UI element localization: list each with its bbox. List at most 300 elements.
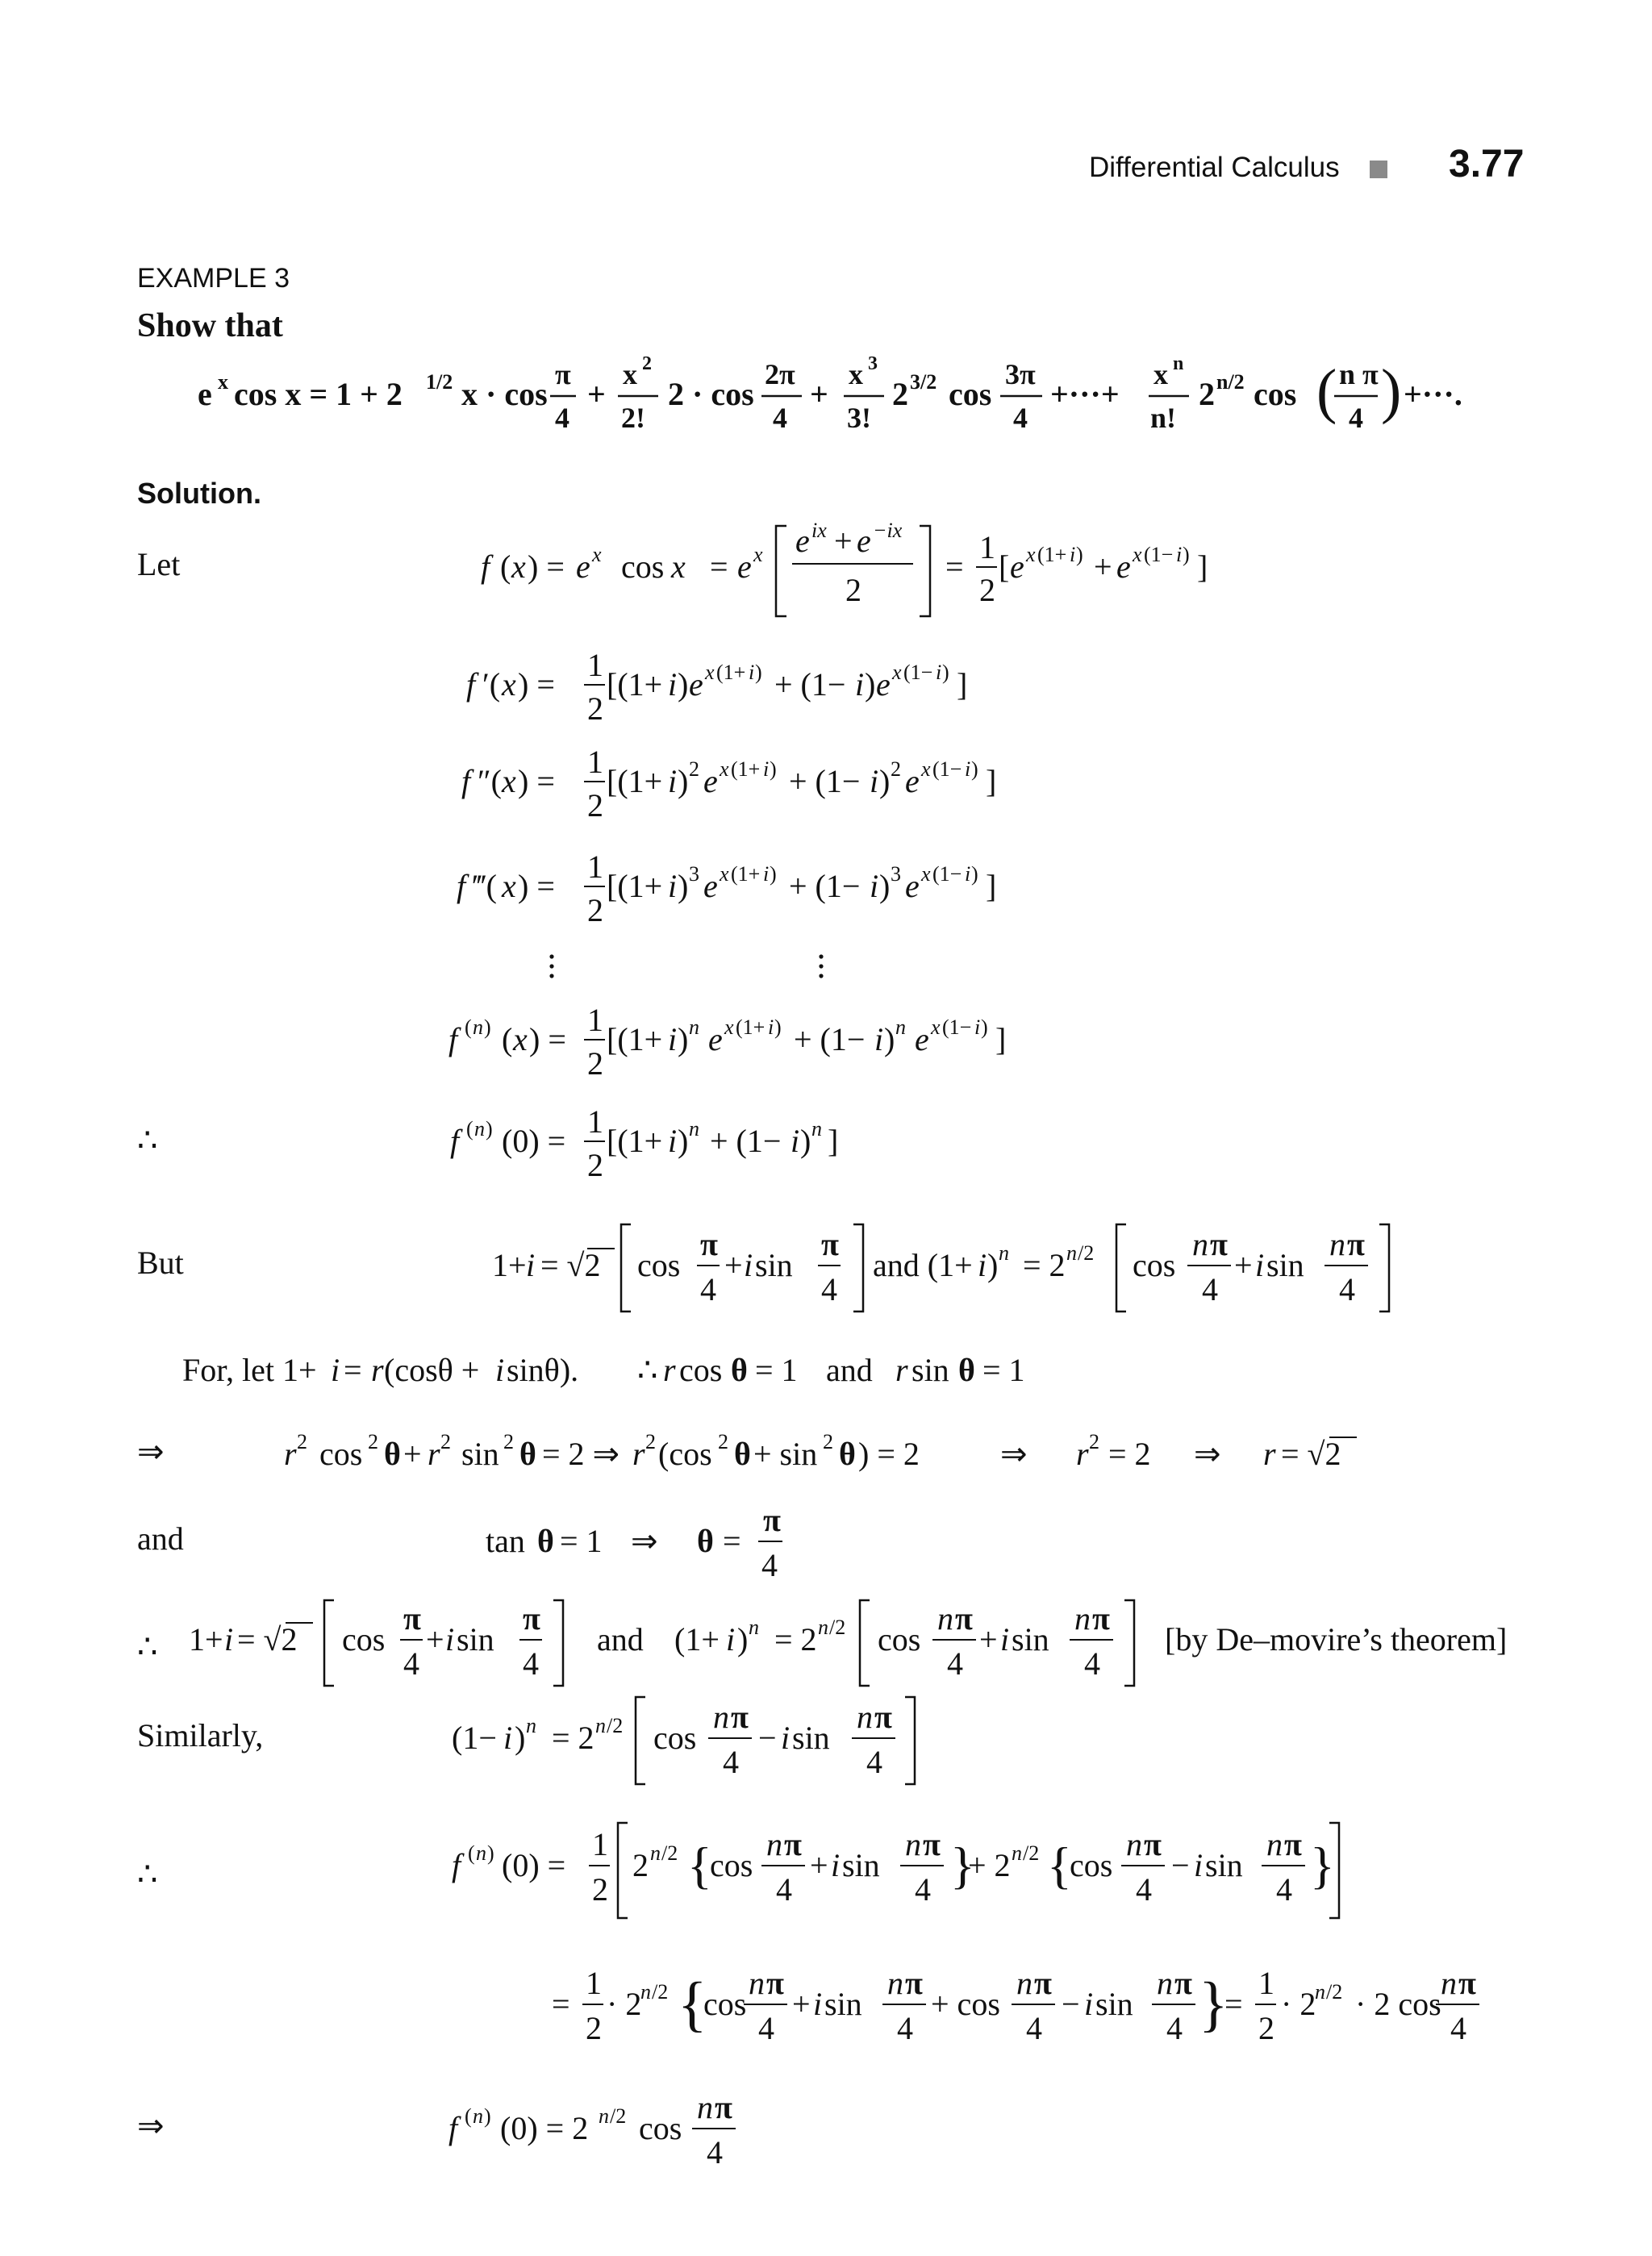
svg-text:(0) =: (0) = bbox=[502, 1123, 566, 1159]
svg-text:f: f bbox=[450, 1123, 460, 1159]
svg-text:i: i bbox=[495, 1352, 505, 1388]
svg-text:3!: 3! bbox=[847, 402, 871, 434]
svg-text:(1+: (1+ bbox=[736, 1015, 766, 1039]
svg-text:sin: sin bbox=[461, 1436, 499, 1472]
svg-text:+ (1−: + (1− bbox=[794, 1021, 866, 1057]
svg-text:n: n bbox=[811, 1117, 822, 1141]
svg-text:n: n bbox=[697, 2089, 713, 2125]
svg-text:i: i bbox=[726, 1621, 736, 1658]
svg-text:3/2: 3/2 bbox=[910, 370, 937, 394]
svg-text:+···.: +···. bbox=[1404, 376, 1462, 412]
svg-text:{: { bbox=[687, 1837, 712, 1894]
svg-text:r: r bbox=[632, 1436, 645, 1472]
svg-text:=: = bbox=[710, 548, 728, 585]
svg-text:r: r bbox=[895, 1352, 908, 1388]
svg-text:): ) bbox=[755, 661, 762, 684]
svg-text:n: n bbox=[713, 1699, 729, 1735]
svg-text:π: π bbox=[1458, 1965, 1476, 2001]
svg-text:cos: cos bbox=[1133, 1247, 1176, 1283]
svg-text:2: 2 bbox=[297, 1430, 307, 1453]
svg-text:+: + bbox=[1234, 1247, 1253, 1283]
svg-text:i: i bbox=[781, 1720, 791, 1756]
svg-text:e: e bbox=[703, 868, 718, 904]
svg-text:⇒: ⇒ bbox=[1194, 1436, 1221, 1472]
page-number: 3.77 bbox=[1449, 143, 1525, 186]
svg-text:n: n bbox=[526, 1714, 536, 1737]
svg-text:i: i bbox=[1084, 1986, 1094, 2022]
svg-text:4: 4 bbox=[1166, 2010, 1183, 2046]
svg-text:i: i bbox=[965, 757, 971, 781]
svg-text:x · cos: x · cos bbox=[461, 376, 548, 412]
svg-text:): ) bbox=[678, 868, 689, 904]
equation-result bbox=[448, 2089, 736, 2171]
svg-text:−ix: −ix bbox=[873, 519, 903, 542]
svg-text:(1−: (1− bbox=[932, 862, 962, 886]
svg-text:/2: /2 bbox=[652, 1980, 669, 2004]
svg-text:4: 4 bbox=[761, 1547, 778, 1583]
svg-text:i: i bbox=[870, 763, 879, 799]
svg-text:f: f bbox=[457, 868, 466, 904]
svg-text:): ) bbox=[770, 757, 777, 781]
svg-text:/2: /2 bbox=[607, 1714, 624, 1737]
svg-text:2: 2 bbox=[845, 572, 861, 608]
svg-text:): ) bbox=[942, 661, 949, 684]
svg-text:4: 4 bbox=[723, 1744, 739, 1780]
svg-text:+: + bbox=[810, 376, 828, 412]
svg-text:cos: cos bbox=[949, 376, 992, 412]
svg-text:i: i bbox=[668, 666, 678, 703]
svg-text:1/2: 1/2 bbox=[426, 370, 453, 394]
svg-text:θ: θ bbox=[519, 1436, 536, 1472]
svg-text:π: π bbox=[923, 1826, 941, 1862]
svg-text:4: 4 bbox=[821, 1271, 837, 1307]
svg-text:(1−: (1− bbox=[452, 1720, 497, 1756]
svg-text:x: x bbox=[502, 868, 516, 904]
svg-text:For, let 1+: For, let 1+ bbox=[182, 1352, 317, 1388]
svg-text:i: i bbox=[668, 763, 678, 799]
svg-text:r: r bbox=[1076, 1436, 1089, 1472]
svg-text:‴(: ‴( bbox=[473, 868, 497, 904]
svg-text:1: 1 bbox=[586, 1965, 602, 2001]
svg-text:2!: 2! bbox=[621, 402, 645, 434]
svg-text:+ (1−: + (1− bbox=[774, 666, 846, 703]
svg-text:): ) bbox=[515, 1720, 526, 1756]
svg-text:3: 3 bbox=[868, 353, 878, 374]
svg-text:/2: /2 bbox=[1078, 1241, 1095, 1265]
svg-text:cos: cos bbox=[1070, 1847, 1113, 1883]
svg-text:= √2: = √2 bbox=[1281, 1436, 1341, 1472]
svg-text:1: 1 bbox=[587, 849, 603, 885]
svg-text:/2: /2 bbox=[661, 1841, 678, 1865]
svg-text:(1−: (1− bbox=[932, 757, 962, 781]
svg-text:n: n bbox=[1266, 1826, 1283, 1862]
svg-text:sin: sin bbox=[457, 1621, 494, 1658]
svg-text:x: x bbox=[931, 1015, 941, 1039]
svg-text:) =: ) = bbox=[518, 868, 555, 904]
svg-text:π: π bbox=[1347, 1226, 1365, 1262]
svg-text:cos: cos bbox=[621, 548, 665, 585]
svg-text:): ) bbox=[486, 1117, 493, 1141]
svg-text:″(: ″( bbox=[478, 763, 502, 799]
svg-text:i: i bbox=[813, 1986, 823, 2022]
svg-text:]: ] bbox=[986, 868, 997, 904]
equation-therefore-demoivre bbox=[189, 1600, 1134, 1686]
svg-text:3π: 3π bbox=[1005, 358, 1036, 390]
svg-text:) =: ) = bbox=[518, 763, 555, 799]
svg-text:]: ] bbox=[828, 1123, 839, 1159]
svg-text:x: x bbox=[921, 757, 931, 781]
svg-text:(: ( bbox=[500, 548, 511, 585]
example-statement: Show that bbox=[137, 307, 283, 344]
svg-text:) =: ) = bbox=[528, 548, 565, 585]
svg-text:i: i bbox=[763, 757, 770, 781]
example-series-equation bbox=[198, 353, 1462, 434]
svg-text:n: n bbox=[1329, 1226, 1345, 1262]
svg-text:=: = bbox=[1224, 1986, 1243, 2022]
svg-text:(1−: (1− bbox=[903, 661, 933, 684]
svg-text:+ (1−: + (1− bbox=[789, 763, 861, 799]
svg-text:n: n bbox=[1126, 1826, 1142, 1862]
svg-text:[(1+: [(1+ bbox=[607, 868, 663, 904]
svg-text:{: { bbox=[678, 1970, 707, 2038]
svg-text:n: n bbox=[937, 1600, 953, 1637]
svg-text:1+: 1+ bbox=[492, 1247, 527, 1283]
svg-text:2: 2 bbox=[642, 353, 652, 374]
svg-text:=: = bbox=[723, 1523, 741, 1559]
svg-text:e: e bbox=[905, 868, 920, 904]
svg-text:/2: /2 bbox=[1023, 1841, 1040, 1865]
svg-text:e: e bbox=[576, 548, 590, 585]
svg-text:−: − bbox=[758, 1720, 777, 1756]
svg-text:]: ] bbox=[1197, 548, 1208, 585]
svg-text:n: n bbox=[895, 1015, 906, 1039]
svg-text:π: π bbox=[1144, 1826, 1162, 1862]
svg-text:1: 1 bbox=[587, 744, 603, 780]
svg-text:cos: cos bbox=[703, 1986, 747, 2022]
svg-text:r: r bbox=[371, 1352, 384, 1388]
label-therefore-2: ∴ bbox=[137, 1628, 158, 1665]
svg-text:2: 2 bbox=[587, 1147, 603, 1183]
svg-text:]: ] bbox=[986, 763, 997, 799]
equation-similarly bbox=[452, 1697, 915, 1784]
svg-text:x: x bbox=[1133, 543, 1142, 566]
svg-text:[(1+: [(1+ bbox=[607, 666, 663, 703]
svg-text:f: f bbox=[452, 1847, 461, 1883]
svg-text:π: π bbox=[955, 1600, 973, 1637]
svg-text:): ) bbox=[879, 868, 891, 904]
svg-text:i: i bbox=[763, 862, 770, 886]
svg-text:π: π bbox=[821, 1226, 839, 1262]
svg-text:4: 4 bbox=[1136, 1871, 1152, 1908]
svg-text:π: π bbox=[766, 1965, 784, 2001]
svg-text:4: 4 bbox=[1013, 402, 1028, 434]
equation-fn-x bbox=[448, 1002, 1006, 1082]
svg-text:π: π bbox=[905, 1965, 923, 2001]
svg-text:∴: ∴ bbox=[637, 1352, 658, 1388]
svg-text:(: ( bbox=[502, 1021, 513, 1057]
svg-text:/2: /2 bbox=[829, 1616, 846, 1639]
svg-text:i: i bbox=[974, 1015, 981, 1039]
svg-text:(1−: (1− bbox=[942, 1015, 972, 1039]
svg-text:4: 4 bbox=[866, 1744, 882, 1780]
svg-text:θ: θ bbox=[839, 1436, 856, 1472]
svg-text:π: π bbox=[784, 1826, 802, 1862]
svg-text:2: 2 bbox=[718, 1430, 728, 1453]
svg-text:= 1: = 1 bbox=[560, 1523, 603, 1559]
svg-text:): ) bbox=[865, 666, 876, 703]
svg-text:n: n bbox=[749, 1965, 765, 2001]
example-label: EXAMPLE 3 bbox=[137, 263, 290, 294]
svg-text:): ) bbox=[678, 763, 689, 799]
svg-text:2: 2 bbox=[440, 1430, 451, 1453]
svg-text:]: ] bbox=[995, 1021, 1007, 1057]
svg-text:1+: 1+ bbox=[189, 1621, 223, 1658]
svg-text:e: e bbox=[857, 523, 871, 559]
svg-text:x: x bbox=[921, 862, 931, 886]
svg-text:sinθ).: sinθ). bbox=[507, 1352, 579, 1388]
svg-text:4: 4 bbox=[897, 2010, 913, 2046]
svg-text:x: x bbox=[513, 1021, 528, 1057]
svg-text:=: = bbox=[945, 548, 964, 585]
svg-text:x: x bbox=[1153, 358, 1168, 390]
svg-text:= 2: = 2 bbox=[774, 1621, 817, 1658]
svg-text:i: i bbox=[445, 1621, 455, 1658]
equation-f bbox=[481, 519, 1208, 616]
svg-text:e: e bbox=[708, 1021, 723, 1057]
svg-text:(cos: (cos bbox=[658, 1436, 712, 1472]
svg-text:i: i bbox=[874, 1021, 884, 1057]
label-therefore-3: ∴ bbox=[137, 1856, 158, 1892]
svg-text:cos: cos bbox=[653, 1720, 697, 1756]
svg-text:(: ( bbox=[468, 1841, 475, 1865]
svg-text:sin: sin bbox=[755, 1247, 793, 1283]
svg-text:n!: n! bbox=[1150, 402, 1177, 434]
svg-text:x: x bbox=[724, 1015, 734, 1039]
svg-text:π: π bbox=[731, 1699, 749, 1735]
svg-text:cos: cos bbox=[342, 1621, 386, 1658]
svg-text:2: 2 bbox=[503, 1430, 514, 1453]
svg-text:i: i bbox=[768, 1015, 774, 1039]
svg-text:2: 2 bbox=[587, 892, 603, 928]
svg-text:2: 2 bbox=[645, 1430, 656, 1453]
equation-for-let bbox=[182, 1352, 1025, 1388]
svg-text:sin: sin bbox=[1095, 1986, 1133, 2022]
svg-text:/2: /2 bbox=[610, 2104, 627, 2128]
svg-text:π: π bbox=[523, 1600, 540, 1637]
svg-text:f: f bbox=[466, 666, 476, 703]
svg-text:+: + bbox=[792, 1986, 811, 2022]
svg-text:π: π bbox=[1034, 1965, 1052, 2001]
svg-text:i: i bbox=[1176, 543, 1183, 566]
equation-simplify bbox=[552, 1965, 1479, 2046]
svg-text:i: i bbox=[965, 862, 971, 886]
svg-text:1: 1 bbox=[587, 1002, 603, 1038]
svg-text:4: 4 bbox=[1026, 2010, 1042, 2046]
svg-text:+: + bbox=[979, 1621, 998, 1658]
svg-text:· 2 cos: · 2 cos bbox=[1355, 1986, 1441, 2022]
svg-text:θ: θ bbox=[958, 1352, 975, 1388]
svg-text:): ) bbox=[678, 666, 689, 703]
svg-text:1: 1 bbox=[1258, 1965, 1274, 2001]
svg-text:θ: θ bbox=[537, 1523, 554, 1559]
svg-text:x: x bbox=[753, 543, 763, 566]
svg-text:x: x bbox=[592, 543, 602, 566]
svg-text:): ) bbox=[487, 1841, 494, 1865]
svg-text:r: r bbox=[663, 1352, 676, 1388]
svg-text:f: f bbox=[448, 1021, 458, 1057]
svg-text:+: + bbox=[810, 1847, 828, 1883]
svg-text:(0) =: (0) = bbox=[502, 1847, 566, 1883]
svg-text:i: i bbox=[526, 1247, 536, 1283]
svg-text:2 · cos: 2 · cos bbox=[668, 376, 754, 412]
svg-text:n: n bbox=[999, 1241, 1009, 1265]
svg-text:2π: 2π bbox=[765, 358, 795, 390]
svg-text:i: i bbox=[936, 661, 942, 684]
svg-text:e: e bbox=[703, 763, 718, 799]
svg-text:f: f bbox=[448, 2110, 458, 2146]
svg-text:}: } bbox=[950, 1837, 975, 1894]
svg-text:= 1: = 1 bbox=[982, 1352, 1025, 1388]
svg-text:2: 2 bbox=[587, 787, 603, 824]
svg-text:x: x bbox=[502, 666, 516, 703]
svg-text:⇒: ⇒ bbox=[631, 1523, 658, 1559]
svg-text:ix: ix bbox=[811, 519, 827, 542]
label-similarly: Similarly, bbox=[137, 1717, 264, 1754]
svg-text:sin: sin bbox=[1266, 1247, 1304, 1283]
svg-text:2: 2 bbox=[1089, 1430, 1099, 1453]
svg-text:(1+: (1+ bbox=[731, 757, 761, 781]
svg-text:i: i bbox=[331, 1352, 340, 1388]
svg-text:x: x bbox=[1026, 543, 1036, 566]
svg-text:n: n bbox=[887, 1965, 903, 2001]
svg-text:1: 1 bbox=[587, 647, 603, 683]
svg-text:e: e bbox=[1010, 548, 1024, 585]
equation-f-triple-prime bbox=[457, 849, 996, 928]
svg-text:): ) bbox=[981, 1015, 988, 1039]
svg-text:i: i bbox=[224, 1621, 234, 1658]
svg-text:i: i bbox=[744, 1247, 753, 1283]
svg-text:(0) = 2: (0) = 2 bbox=[500, 2110, 589, 2146]
svg-text:4: 4 bbox=[776, 1871, 792, 1908]
svg-text:(1+: (1+ bbox=[1037, 543, 1067, 566]
svg-text:x: x bbox=[671, 548, 686, 585]
svg-text:): ) bbox=[800, 1123, 811, 1159]
svg-text:n: n bbox=[1066, 1241, 1077, 1265]
svg-text:n: n bbox=[689, 1117, 699, 1141]
svg-text:π: π bbox=[874, 1699, 892, 1735]
svg-text:4: 4 bbox=[700, 1271, 716, 1307]
label-implies-2: ⇒ bbox=[137, 2108, 165, 2144]
svg-text:i: i bbox=[831, 1847, 841, 1883]
svg-text:[: [ bbox=[999, 548, 1010, 585]
equation-but bbox=[492, 1224, 1389, 1311]
svg-text:cos: cos bbox=[710, 1847, 753, 1883]
svg-text:n π: n π bbox=[1339, 358, 1379, 390]
svg-text:π: π bbox=[1284, 1826, 1302, 1862]
svg-text:n: n bbox=[749, 1616, 759, 1639]
svg-text:4: 4 bbox=[947, 1645, 963, 1682]
svg-text:cos: cos bbox=[679, 1352, 723, 1388]
svg-text:+: + bbox=[834, 523, 853, 559]
svg-text:sin: sin bbox=[792, 1720, 830, 1756]
svg-text:4: 4 bbox=[523, 1645, 539, 1682]
svg-text:2: 2 bbox=[1199, 376, 1215, 412]
svg-text:i: i bbox=[668, 1021, 678, 1057]
label-implies-1: ⇒ bbox=[137, 1433, 165, 1470]
svg-text:): ) bbox=[884, 1021, 895, 1057]
svg-text:+: + bbox=[1094, 548, 1112, 585]
svg-text:i: i bbox=[791, 1123, 800, 1159]
svg-text:): ) bbox=[678, 1021, 689, 1057]
svg-text:): ) bbox=[879, 763, 891, 799]
svg-text:cos: cos bbox=[639, 2110, 682, 2146]
svg-text:2: 2 bbox=[592, 1871, 608, 1908]
svg-text:= 2: = 2 bbox=[552, 1720, 594, 1756]
svg-text:e: e bbox=[1116, 548, 1131, 585]
svg-text:π: π bbox=[1092, 1600, 1110, 1637]
svg-text:(: ( bbox=[465, 2104, 472, 2128]
svg-text:): ) bbox=[971, 862, 978, 886]
svg-text:(: ( bbox=[466, 1117, 473, 1141]
svg-text:3: 3 bbox=[689, 862, 699, 886]
svg-text:3: 3 bbox=[891, 862, 901, 886]
svg-text:⇒: ⇒ bbox=[1000, 1436, 1028, 1472]
solution-label: Solution. bbox=[137, 477, 261, 510]
svg-text:n: n bbox=[1315, 1980, 1325, 2004]
svg-text:(1+: (1+ bbox=[716, 661, 746, 684]
svg-text:(: ( bbox=[465, 1015, 472, 1039]
svg-text:+: + bbox=[587, 376, 606, 412]
svg-text:): ) bbox=[971, 757, 978, 781]
svg-text:): ) bbox=[484, 2104, 491, 2128]
svg-text:sin: sin bbox=[824, 1986, 862, 2022]
svg-text:+ (1−: + (1− bbox=[789, 868, 861, 904]
svg-text:) =: ) = bbox=[529, 1021, 566, 1057]
svg-text:=: = bbox=[552, 1986, 570, 2022]
svg-text:π: π bbox=[1210, 1226, 1228, 1262]
svg-text:n: n bbox=[474, 1117, 485, 1141]
svg-text:r: r bbox=[428, 1436, 440, 1472]
label-but: But bbox=[137, 1245, 184, 1281]
svg-text:n: n bbox=[650, 1841, 661, 1865]
svg-text:i: i bbox=[855, 666, 865, 703]
svg-text:]: ] bbox=[957, 666, 968, 703]
svg-text:π: π bbox=[763, 1502, 781, 1538]
svg-text:[(1+: [(1+ bbox=[607, 763, 663, 799]
svg-text:e: e bbox=[876, 666, 891, 703]
svg-text:4: 4 bbox=[1084, 1645, 1100, 1682]
svg-text:i: i bbox=[668, 868, 678, 904]
svg-text:2: 2 bbox=[979, 572, 995, 608]
svg-text:x: x bbox=[892, 661, 902, 684]
svg-text:n: n bbox=[905, 1826, 921, 1862]
svg-text:e: e bbox=[689, 666, 703, 703]
svg-text:i: i bbox=[870, 868, 879, 904]
svg-text:4: 4 bbox=[1202, 1271, 1218, 1307]
label-and: and bbox=[137, 1520, 184, 1557]
svg-text:2: 2 bbox=[892, 376, 908, 412]
svg-text:4: 4 bbox=[1450, 2010, 1466, 2046]
svg-text:= 2: = 2 bbox=[1023, 1247, 1066, 1283]
svg-text:· 2: · 2 bbox=[607, 1986, 642, 2022]
svg-text:θ: θ bbox=[731, 1352, 748, 1388]
svg-text:e: e bbox=[737, 548, 752, 585]
svg-text:): ) bbox=[1381, 357, 1402, 425]
svg-text:cos: cos bbox=[1254, 376, 1297, 412]
svg-text:cos: cos bbox=[878, 1621, 921, 1658]
svg-text:(cosθ +: (cosθ + bbox=[384, 1352, 480, 1388]
svg-text:) = 2: ) = 2 bbox=[858, 1436, 920, 1472]
